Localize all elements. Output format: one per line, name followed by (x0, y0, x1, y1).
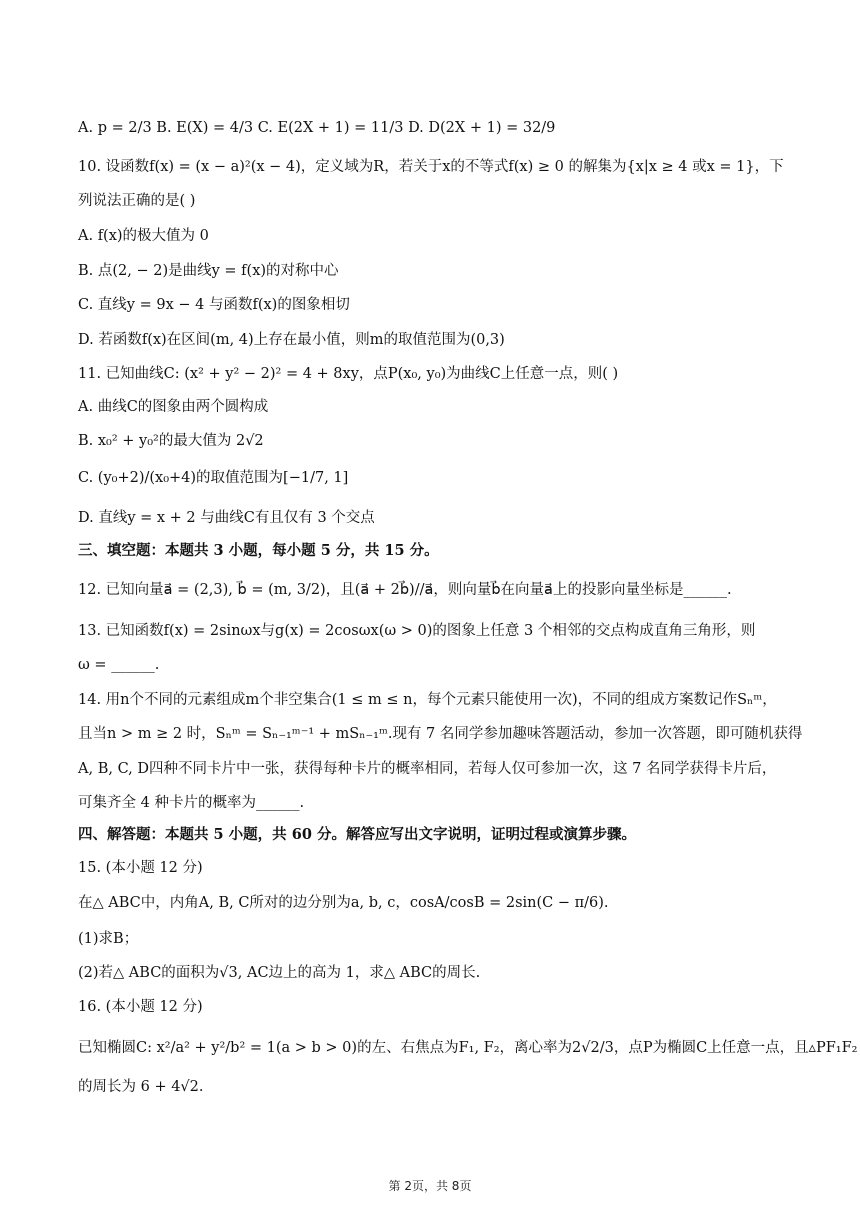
q14-line4: 可集齐全 4 种卡片的概率为______. (78, 795, 305, 811)
q10-option-b: B. 点(2, − 2)是曲线y = f(x)的对称中心 (78, 263, 339, 279)
q15-part1: (1)求B； (78, 931, 139, 947)
q10-option-a: A. f(x)的极大值为 0 (78, 228, 209, 244)
q11-stem: 11. 已知曲线C: (x² + y² − 2)² = 4 + 8xy，点P(x₀, y₀)为曲线C上任意一点，则( ) (78, 366, 619, 382)
page-footer: 第 2页，共 8页 (388, 1179, 472, 1193)
q11-option-a: A. 曲线C的图象由两个圆构成 (78, 399, 269, 415)
q16-title: 16. (本小题 12 分) (78, 999, 203, 1015)
q16-line1: 已知椭圆C: x²/a² + y²/b² = 1(a > b > 0)的左、右焦点为F₁, F₂，离心率为2√2/3，点P为椭圆C上任意一点，且▵PF₁F₂ (78, 1040, 858, 1056)
q10-stem-line2: 列说法正确的是( ) (78, 193, 196, 209)
q13-line2: ω = ______. (78, 657, 160, 673)
q15-part2: (2)若△ ABC的面积为√3, AC边上的高为 1，求△ ABC的周长. (78, 965, 481, 981)
q15-stem: 在△ ABC中，内角A, B, C所对的边分别为a, b, c，cosA/cosB = 2sin(C − π/6). (78, 895, 609, 911)
q15-title: 15. (本小题 12 分) (78, 860, 203, 876)
q11-option-c: C. (y₀+2)/(x₀+4)的取值范围为[−1/7, 1] (78, 470, 349, 486)
q10-stem-line1: 10. 设函数f(x) = (x − a)²(x − 4)，定义域为R，若关于x的不等式f(x) ≥ 0 的解集为{x|x ≥ 4 或x = 1}，下 (78, 159, 784, 175)
q14-line3: A, B, C, D四种不同卡片中一张，获得每种卡片的概率相同，若每人仅可参加一次，这 7 名同学获得卡片后， (78, 761, 777, 777)
q12-stem: 12. 已知向量a⃗ = (2,3), b⃗ = (m, 3/2)，且(a⃗ + 2b⃗)//a⃗，则向量b⃗在向量a⃗上的投影向量坐标是______. (78, 582, 732, 598)
q11-option-b: B. x₀² + y₀²的最大值为 2√2 (78, 433, 264, 449)
q16-line2: 的周长为 6 + 4√2. (78, 1079, 204, 1095)
q14-line2: 且当n > m ≥ 2 时，Sₙᵐ = Sₙ₋₁ᵐ⁻¹ + mSₙ₋₁ᵐ.现有 7 名同学参加趣味答题活动，参加一次答题，即可随机获得 (78, 726, 803, 742)
q14-line1: 14. 用n个不同的元素组成m个非空集合(1 ≤ m ≤ n，每个元素只能使用一次)，不同的组成方案数记作Sₙᵐ， (78, 692, 777, 708)
q10-option-c: C. 直线y = 9x − 4 与函数f(x)的图象相切 (78, 297, 350, 313)
q10-option-d: D. 若函数f(x)在区间(m, 4)上存在最小值，则m的取值范围为(0,3) (78, 332, 505, 348)
q11-option-d: D. 直线y = x + 2 与曲线C有且仅有 3 个交点 (78, 510, 375, 526)
q9-options: A. p = 2/3 B. E(X) = 4/3 C. E(2X + 1) = 11/3 D. D(2X + 1) = 32/9 (78, 120, 556, 136)
q13-line1: 13. 已知函数f(x) = 2sinωx与g(x) = 2cosωx(ω > 0)的图象上任意 3 个相邻的交点构成直角三角形，则 (78, 623, 756, 639)
section-4-heading: 四、解答题：本题共 5 小题，共 60 分。解答应写出文字说明，证明过程或演算步骤。 (78, 826, 636, 843)
section-3-heading: 三、填空题：本题共 3 小题，每小题 5 分，共 15 分。 (78, 542, 439, 559)
